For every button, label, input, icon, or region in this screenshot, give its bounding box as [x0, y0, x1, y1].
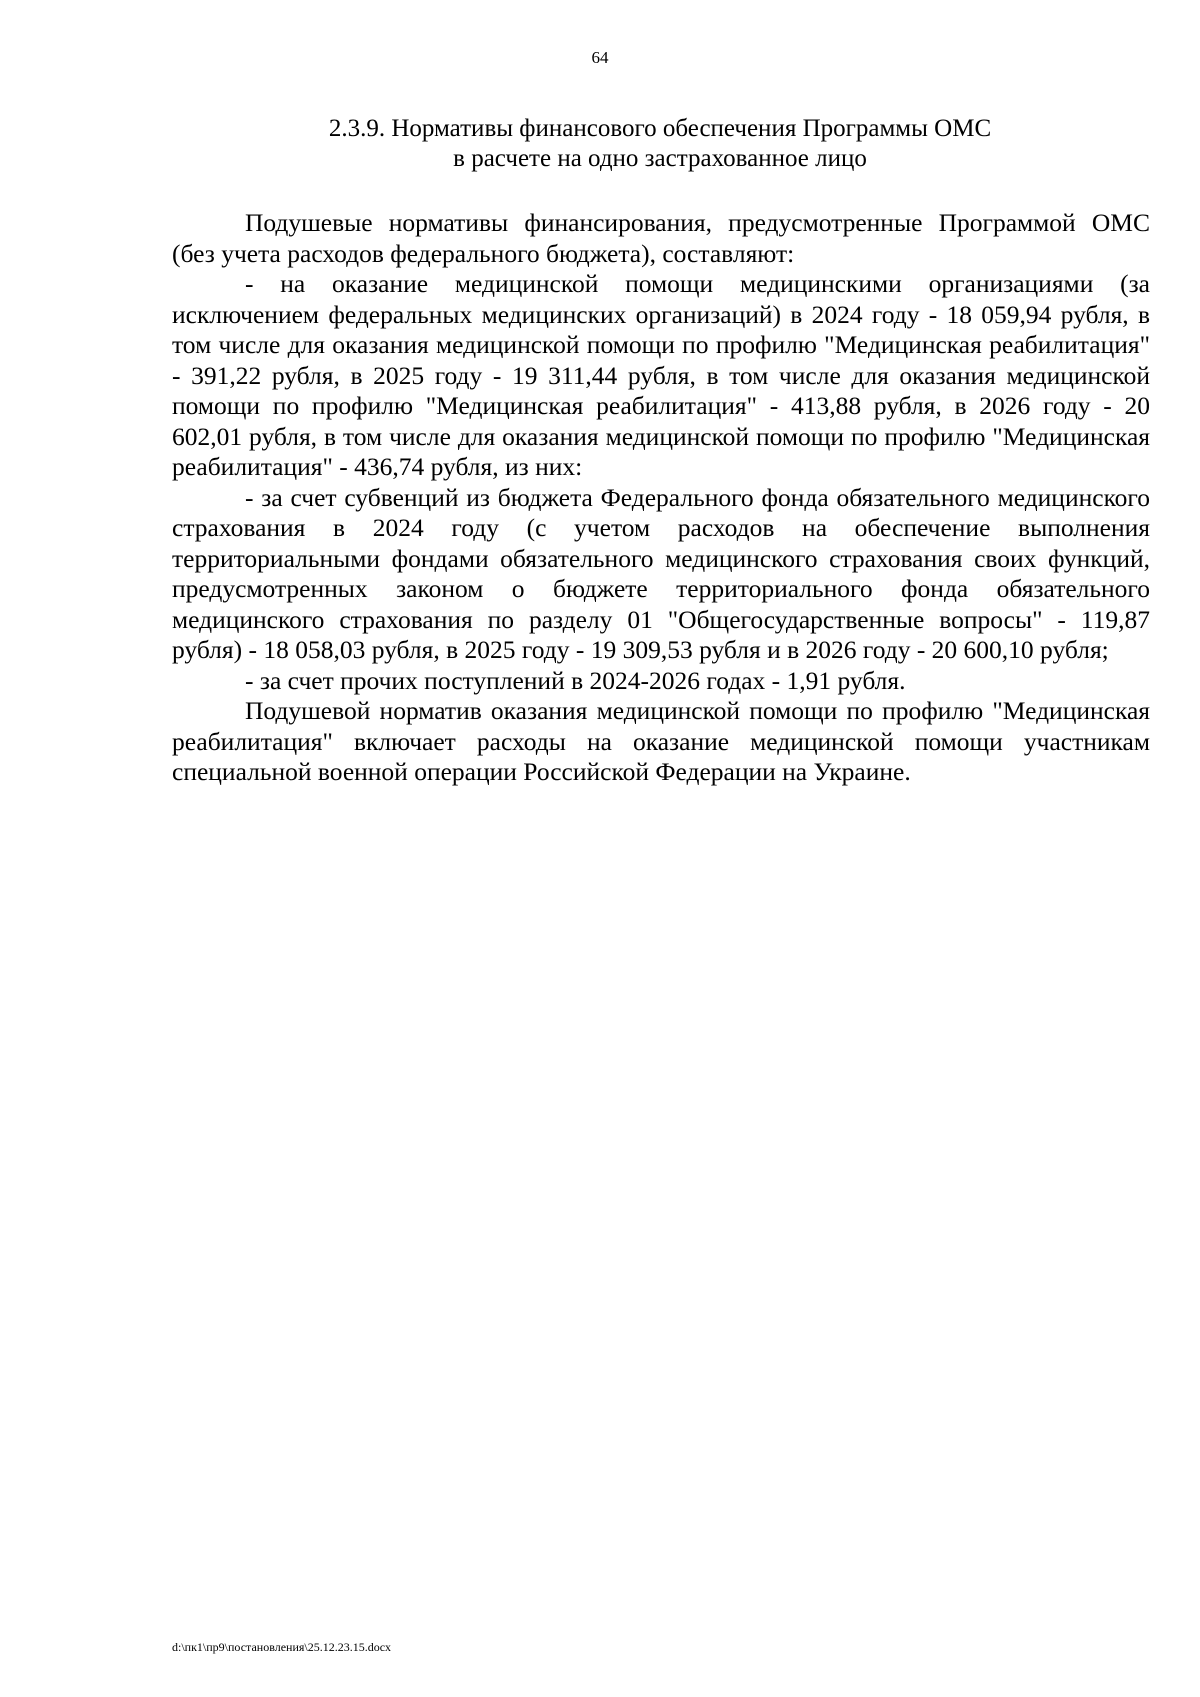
paragraph-rehabilitation-note: Подушевой норматив оказания медицинской помощи по профилю "Медицинская реабилитация" включает расходы на оказание медицинской помощи участникам специальной военной операции Российской Федерации на Украине.	[172, 696, 1150, 786]
paragraph-other-receipts: - за счет прочих поступлений в 2024-2026 годах - 1,91 рубля.	[245, 665, 906, 695]
page-number: 64	[591, 48, 609, 67]
section-heading-line-2: в расчете на одно застрахованное лицо	[453, 145, 867, 172]
section-heading-line-1: 2.3.9. Нормативы финансового обеспечения Программы ОМС	[328, 115, 992, 142]
paragraph-intro: Подушевые нормативы финансирования, предусмотренные Программой ОМС (без учета расходов федерального бюджета), составляют:	[172, 208, 1150, 268]
section-heading	[170, 114, 1150, 174]
document-body	[172, 208, 1150, 788]
paragraph-subventions: - за счет субвенций из бюджета Федерального фонда обязательного медицинского страхования в 2024 году (с учетом расходов на обеспечение выполнения территориальными фондами обязательного медицинского страхования своих функций, предусмотренных законом о бюджете территориального фонда обязательного медицинского страхования по разделу 01 "Общегосударственные вопросы" - 119,87 рубля) - 18 058,03 рубля, в 2025 году - 19 309,53 рубля и в 2026 году - 20 600,10 рубля;	[172, 482, 1150, 664]
footer-file-path: d:\пк1\пр9\постановления\25.12.23.15.docx	[172, 1640, 392, 1654]
paragraph-medical-organizations: - на оказание медицинской помощи медицинскими организациями (за исключением федеральных медицинских организаций) в 2024 году - 18 059,94 рубля, в том числе для оказания медицинской помощи по профилю "Медицинская реабилитация" - 391,22 рубля, в 2025 году - 19 311,44 рубля, в том числе для оказания медицинской помощи по профилю "Медицинская реабилитация" - 413,88 рубля, в 2026 году - 20 602,01 рубля, в том числе для оказания медицинской помощи по профилю "Медицинская реабилитация" - 436,74 рубля, из них:	[172, 269, 1150, 481]
